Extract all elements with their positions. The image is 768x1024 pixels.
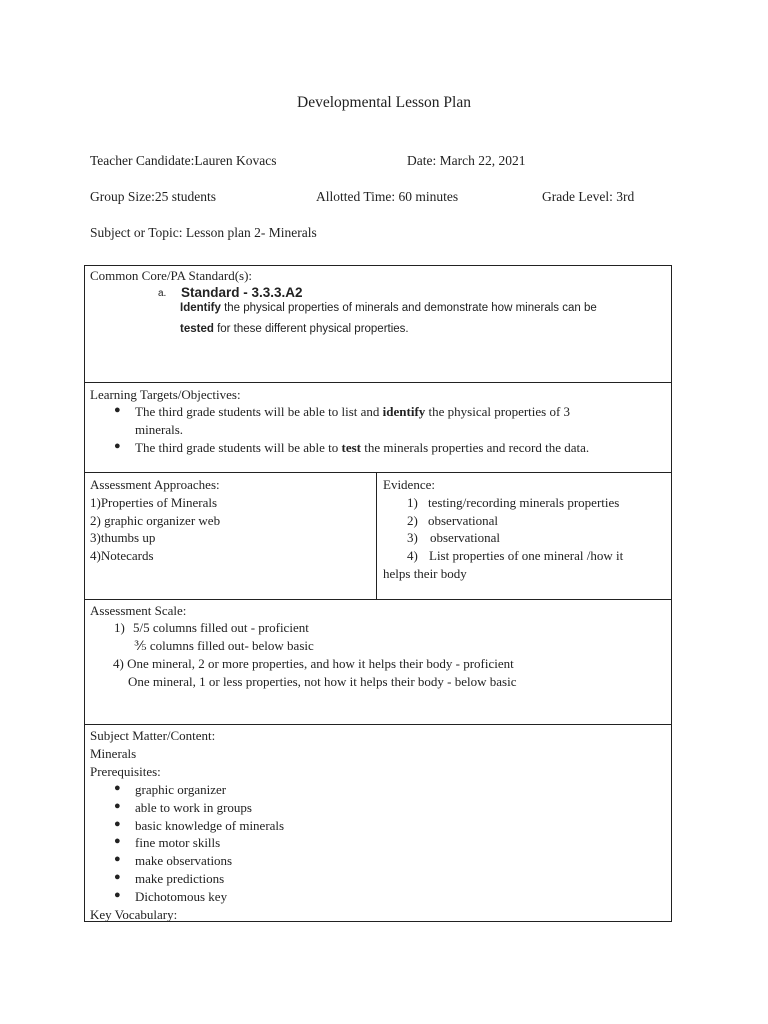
bullet-icon: ● xyxy=(114,800,121,812)
objective-1-bold: identify xyxy=(382,404,426,419)
bullet-icon: ● xyxy=(114,889,121,901)
standard-line-1-text: the physical properties of minerals and demonstrate how minerals can be xyxy=(220,302,597,314)
evidence-item: observational xyxy=(430,530,501,545)
prerequisite-item: graphic organizer xyxy=(135,782,227,797)
tested-bold: tested xyxy=(180,323,214,335)
prerequisites-label: Prerequisites: xyxy=(90,764,161,779)
content-label: Subject Matter/Content: xyxy=(90,728,216,743)
assessment-item: 1)Properties of Minerals xyxy=(90,495,218,510)
standard-line-2-text: for these different physical properties. xyxy=(213,323,409,335)
grade-level: Grade Level: 3rd xyxy=(542,189,635,204)
evidence-item-continued: helps their body xyxy=(383,566,467,581)
bullet-icon: ● xyxy=(114,818,121,830)
standards-label: Common Core/PA Standard(s): xyxy=(90,268,253,283)
column-divider xyxy=(376,472,377,600)
evidence-number: 3) xyxy=(407,530,418,545)
standard-line-1 xyxy=(180,302,597,314)
assessment-item: 2) graphic organizer web xyxy=(90,513,221,528)
prerequisite-item: fine motor skills xyxy=(135,835,221,850)
evidence-number: 1) xyxy=(407,495,418,510)
bullet-icon: ● xyxy=(114,871,121,883)
row-divider xyxy=(84,382,672,383)
scale-line: ⅗ columns filled out- below basic xyxy=(134,638,314,653)
objective-1-text-end: the physical properties of 3 xyxy=(425,404,571,419)
bullet-icon: ● xyxy=(114,782,121,794)
prerequisite-item: basic knowledge of minerals xyxy=(135,818,285,833)
evidence-label: Evidence: xyxy=(383,477,435,492)
objectives-label: Learning Targets/Objectives: xyxy=(90,387,241,402)
lesson-date: Date: March 22, 2021 xyxy=(407,153,526,168)
standard-code: Standard - 3.3.3.A2 xyxy=(181,285,303,300)
prerequisite-item: able to work in groups xyxy=(135,800,252,815)
vocabulary-label: Key Vocabulary: xyxy=(90,907,178,922)
evidence-item: observational xyxy=(428,513,499,528)
evidence-item: List properties of one mineral /how it xyxy=(429,548,624,563)
assessment-item: 4)Notecards xyxy=(90,548,154,563)
objective-1-text: The third grade students will be able to list and xyxy=(135,404,383,419)
standard-line-2 xyxy=(180,323,409,335)
objective-2-text-end: the minerals properties and record the data. xyxy=(361,440,590,455)
row-divider xyxy=(84,724,672,725)
scale-number: 1) xyxy=(114,620,125,635)
scale-label: Assessment Scale: xyxy=(90,603,187,618)
scale-line: One mineral, 1 or less properties, not how it helps their body - below basic xyxy=(128,674,517,689)
objective-1 xyxy=(135,403,570,421)
objective-2-bold: test xyxy=(341,440,362,455)
assessment-item: 3)thumbs up xyxy=(90,530,156,545)
row-divider xyxy=(84,599,672,600)
scale-line: 4) One mineral, 2 or more properties, and how it helps their body - proficient xyxy=(113,656,514,671)
bullet-icon: ● xyxy=(114,404,121,416)
teacher-candidate: Teacher Candidate:Lauren Kovacs xyxy=(90,153,277,168)
standard-marker: a. xyxy=(158,288,167,299)
objective-1-continued: minerals. xyxy=(135,422,184,437)
evidence-number: 4) xyxy=(407,548,418,563)
subject-topic: Subject or Topic: Lesson plan 2- Minerals xyxy=(90,225,317,240)
bullet-icon: ● xyxy=(114,440,121,452)
evidence-number: 2) xyxy=(407,513,418,528)
bullet-icon: ● xyxy=(114,835,121,847)
allotted-time: Allotted Time: 60 minutes xyxy=(316,189,459,204)
content-topic: Minerals xyxy=(90,746,137,761)
objective-2 xyxy=(135,439,589,457)
bullet-icon: ● xyxy=(114,853,121,865)
prerequisite-item: make predictions xyxy=(135,871,225,886)
evidence-item: testing/recording minerals properties xyxy=(428,495,620,510)
objective-2-text: The third grade students will be able to xyxy=(135,440,342,455)
scale-line: 5/5 columns filled out - proficient xyxy=(133,620,309,635)
group-size: Group Size:25 students xyxy=(90,189,216,204)
page-title: Developmental Lesson Plan xyxy=(297,94,471,111)
prerequisite-item: make observations xyxy=(135,853,233,868)
identify-bold: Identify xyxy=(180,302,221,314)
row-divider xyxy=(84,472,672,473)
assessment-label: Assessment Approaches: xyxy=(90,477,220,492)
prerequisite-item: Dichotomous key xyxy=(135,889,228,904)
